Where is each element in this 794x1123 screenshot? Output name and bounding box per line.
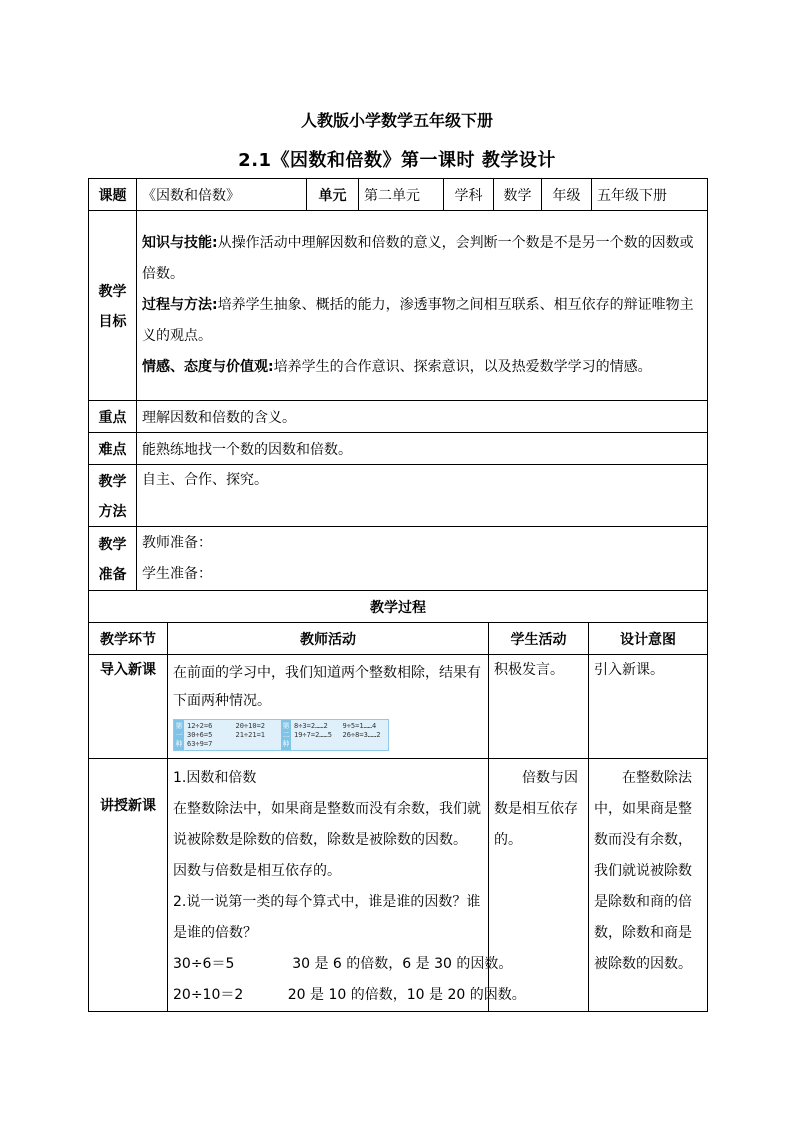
method-label-line1: 教学 (98, 473, 127, 490)
key-label: 重点 (89, 401, 137, 433)
teacher-new-lesson (168, 759, 526, 1012)
prep-student: 学生准备： (142, 565, 212, 582)
intent-line: 在整数除法 (622, 770, 692, 786)
eq: 20÷10=2 (235, 722, 266, 730)
goal-knowledge (142, 228, 702, 290)
method-value: 自主、合作、探究。 (137, 465, 708, 527)
difficulty-value: 能熟练地找一个数的因数和倍数。 (137, 433, 708, 465)
col-student-header: 学生活动 (489, 623, 589, 655)
goals-content (137, 211, 708, 401)
intent-line: 被除数的因数。 (594, 956, 692, 972)
teacher-line: 20÷10＝2 20 是 10 的倍数，10 是 20 的因数。 (173, 987, 526, 1003)
goal-process-head: 过程与方法: (142, 297, 218, 313)
eq: 21÷21=1 (235, 731, 266, 739)
lesson-info-table (88, 178, 708, 591)
col-teacher-header: 教师活动 (168, 623, 489, 655)
method-label (89, 465, 137, 527)
intent-new-lesson (589, 759, 708, 1012)
eq: 12÷2=6 (187, 722, 213, 730)
teaching-process-table (88, 590, 708, 1012)
col-step-header: 教学环节 (89, 623, 168, 655)
strip-group-2b (340, 720, 389, 750)
subject-value: 数学 (494, 179, 542, 211)
teacher-intro-line1: 在前面的学习中，我们知道两个整数相除，结果有 (173, 665, 481, 681)
strip-group-1a (184, 720, 233, 750)
eq: 9÷5=1……4 (342, 722, 377, 730)
eq: 30÷6=5 (187, 731, 213, 739)
goal-attitude-head: 情感、态度与价值观: (142, 359, 274, 375)
eq: 63÷9=7 (187, 740, 213, 748)
teacher-intro (168, 655, 489, 759)
goal-knowledge-text: 从操作活动中理解因数和倍数的意义，会判断一个数是不是另一个数的因数或倍数。 (142, 235, 694, 282)
intent-line: 我们就说被除数 (594, 863, 692, 879)
goal-attitude-text: 培养学生的合作意识、探索意识，以及热爱数学学习的情感。 (273, 359, 652, 375)
process-header: 教学过程 (89, 591, 708, 623)
doc-title: 人教版小学数学五年级下册 (300, 111, 493, 130)
teacher-intro-line2: 下面两种情况。 (173, 693, 271, 709)
intent-line: 是除数和商的倍 (594, 894, 692, 910)
teacher-line: 是谁的倍数？ (173, 925, 257, 941)
difficulty-label: 难点 (89, 433, 137, 465)
eq: 19÷7=2……5 (294, 731, 332, 739)
prep-label (89, 527, 137, 591)
method-label-line2: 方法 (98, 503, 127, 520)
subject-label: 学科 (444, 179, 494, 211)
prep-label-line1: 教学 (98, 536, 127, 553)
key-value: 理解因数和倍数的含义。 (137, 401, 708, 433)
prep-teacher: 教师准备： (142, 534, 212, 551)
unit-value: 第二单元 (359, 179, 444, 211)
goals-label-line1: 教学 (98, 283, 127, 300)
prep-value (137, 527, 708, 591)
teacher-line: 在整数除法中，如果商是整数而没有余数，我们就 (173, 801, 481, 817)
step-new-lesson: 讲授新课 (89, 759, 168, 1012)
student-line: 倍数与因 (522, 770, 578, 786)
student-line: 数是相互依存 (494, 801, 578, 817)
strip-group-1b (233, 720, 282, 750)
goal-process (142, 290, 702, 352)
strip-group-2a (291, 720, 340, 750)
eq: 8÷3=2……2 (294, 722, 328, 730)
teacher-line: 因数与倍数是相互依存的。 (173, 863, 341, 879)
student-line: 的。 (494, 832, 522, 848)
goal-knowledge-head: 知识与技能: (142, 235, 218, 251)
teacher-line: 说被除数是除数的倍数，除数是被除数的因数。 (173, 832, 467, 848)
student-new-lesson (489, 759, 589, 1012)
goals-label-line2: 目标 (98, 313, 127, 330)
unit-label: 单元 (307, 179, 359, 211)
topic-label: 课题 (89, 179, 137, 211)
goals-label (89, 211, 137, 401)
goal-process-text: 培养学生抽象、概括的能力，渗透事物之间相互联系、相互依存的辩证唯物主义的观点。 (142, 297, 694, 344)
goal-attitude (142, 352, 702, 383)
strip-tag-1: 第一种 (174, 720, 184, 750)
prep-label-line2: 准备 (98, 566, 127, 583)
grade-value: 五年级下册 (592, 179, 708, 211)
teacher-line: 30÷6＝5 30 是 6 的倍数，6 是 30 的因数。 (173, 956, 513, 972)
intent-line: 中，如果商是整 (594, 801, 692, 817)
col-intent-header: 设计意图 (589, 623, 708, 655)
student-intro: 积极发言。 (489, 655, 589, 759)
topic-value: 《因数和倍数》 (137, 179, 307, 211)
strip-tag-2: 第二种 (281, 720, 291, 750)
eq: 26÷8=3……2 (342, 731, 381, 739)
division-examples-image (173, 719, 389, 751)
teacher-line: 2.说一说第一类的每个算式中，谁是谁的因数？谁 (173, 894, 481, 910)
intent-line: 数而没有余数， (594, 832, 692, 848)
step-intro: 导入新课 (89, 655, 168, 759)
teacher-line: 1.因数和倍数 (173, 770, 257, 786)
intent-line: 数，除数和商是 (594, 925, 692, 941)
intent-intro: 引入新课。 (589, 655, 708, 759)
doc-subtitle: 2.1《因数和倍数》第一课时 教学设计 (238, 150, 556, 171)
grade-label: 年级 (542, 179, 592, 211)
